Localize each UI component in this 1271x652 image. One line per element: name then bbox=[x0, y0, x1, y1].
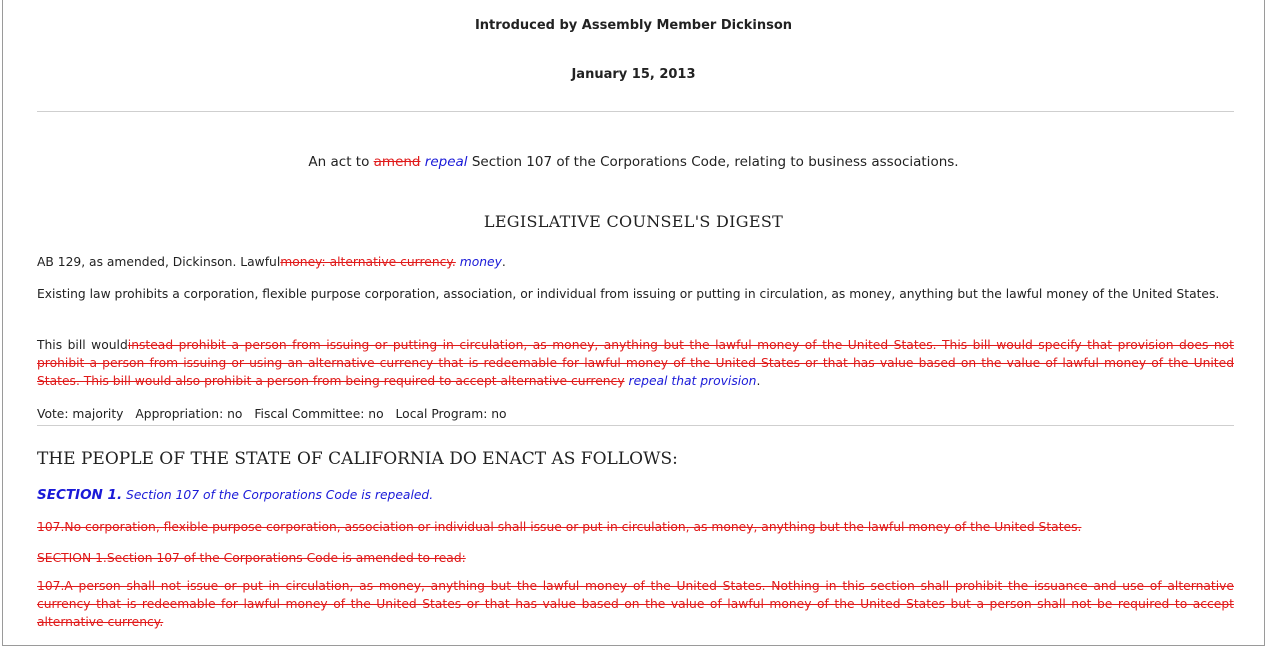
appropriation: Appropriation: no bbox=[135, 407, 243, 421]
act-inserted: repeal bbox=[424, 154, 468, 170]
summary-prefix: AB 129, as amended, Dickinson. Lawful bbox=[37, 255, 281, 269]
summary-struck: money: alternative currency. bbox=[280, 255, 456, 269]
act-struck: amend bbox=[373, 154, 421, 170]
bill-end: . bbox=[756, 374, 761, 388]
local-program: Local Program: no bbox=[395, 407, 507, 421]
vote-line bbox=[37, 405, 1234, 423]
enacting-clause: THE PEOPLE OF THE STATE OF CALIFORNIA DO ENACT AS FOLLOWS: bbox=[37, 449, 678, 469]
struck-section-heading: SECTION 1.Section 107 of the Corporations Code is amended to read: bbox=[37, 551, 466, 565]
act-prefix: An act to bbox=[308, 154, 370, 170]
bill-paragraph bbox=[37, 336, 1234, 390]
digest-summary bbox=[37, 253, 1234, 271]
fiscal-committee: Fiscal Committee: no bbox=[254, 407, 384, 421]
vote: Vote: majority bbox=[37, 407, 124, 421]
existing-law-paragraph: Existing law prohibits a corporation, flexible purpose corporation, association, or individual from issuing or putting in circulation, as money, anything but the lawful money of the United States. bbox=[37, 287, 1220, 301]
struck-section-107-new: 107.A person shall not issue or put in circulation, as money, anything but the lawful money of the United States. Nothing in this section shall prohibit the issuance and use of alternative currency that is redeemable for lawful money of the United States or that has value based on the value of lawful money of the United States but a person shall not be required to accept alternative currency. bbox=[37, 579, 1234, 629]
digest-title: LEGISLATIVE COUNSEL'S DIGEST bbox=[483, 212, 784, 231]
divider bbox=[37, 111, 1234, 112]
summary-end: . bbox=[501, 255, 506, 269]
bill-prefix: This bill would bbox=[37, 338, 128, 352]
bill-struck: instead prohibit a person from issuing or putting in circulation, as money, anything but the lawful money of the United States. This bill would specify that provision does not prohibit a person from issuing or using an alternative currency that is redeemable for lawful money of the United States or that has value based on the value of lawful money of the United States. This bill would also prohibit a person from being required to accept alternative currency bbox=[37, 338, 1234, 388]
act-suffix: Section 107 of the Corporations Code, relating to business associations. bbox=[471, 154, 959, 170]
introduced-date: January 15, 2013 bbox=[571, 67, 696, 82]
divider bbox=[37, 425, 1234, 426]
document-frame bbox=[2, 0, 1265, 646]
section-label: SECTION 1. bbox=[37, 487, 123, 503]
act-title bbox=[3, 154, 1264, 170]
section-text: Section 107 of the Corporations Code is repealed. bbox=[126, 488, 434, 502]
introduced-by: Introduced by Assembly Member Dickinson bbox=[474, 18, 793, 33]
summary-inserted: money bbox=[459, 255, 502, 269]
struck-section-107-old: 107.No corporation, flexible purpose corporation, association or individual shall issue or put in circulation, as money, anything but the lawful money of the United States. bbox=[37, 520, 1082, 534]
section-1-heading bbox=[37, 487, 433, 503]
bill-inserted: repeal that provision bbox=[628, 374, 757, 388]
